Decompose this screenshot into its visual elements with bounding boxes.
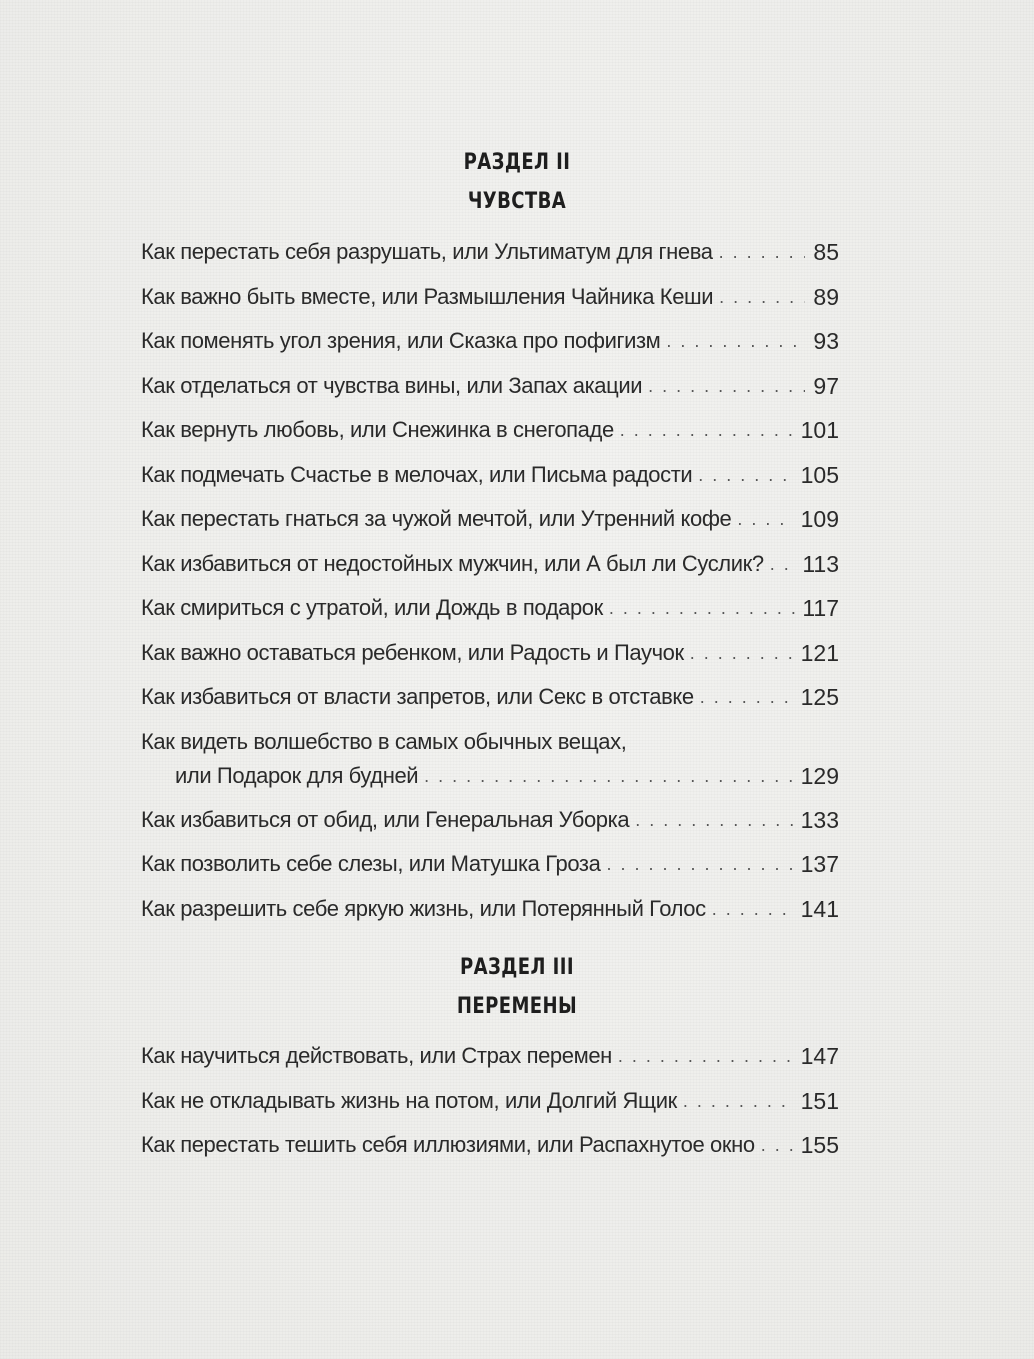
entry-page: 141 [800,895,839,922]
toc-entry[interactable] [141,798,839,843]
toc-entry[interactable] [141,364,839,409]
dot-leader [719,237,805,267]
dot-leader [609,593,796,623]
entry-page: 101 [800,417,839,444]
entry-page: 125 [800,684,839,711]
toc-entry[interactable] [141,1034,839,1079]
entry-page: 85 [813,239,839,266]
entry-title: Как смириться с утратой, или Дождь в подарок [141,595,603,621]
entry-title: Как не откладывать жизнь на потом, или Долгий Ящик [141,1087,677,1113]
dot-leader [700,682,795,712]
entry-page: 137 [800,851,839,878]
entry-title: Как избавиться от обид, или Генеральная Уборка [141,806,630,832]
entry-line2 [141,759,839,793]
entry-title: Как вернуть любовь, или Снежинка в снегопаде [141,417,614,443]
entry-page: 133 [800,806,839,833]
entry-page: 89 [813,283,839,310]
toc-entry[interactable] [141,887,839,932]
dot-leader [618,1041,795,1071]
dot-leader [712,894,795,924]
dot-leader [698,460,794,490]
dot-leader [683,1086,795,1116]
toc-entry[interactable] [141,631,839,676]
section-2-name: ЧУВСТВА [467,189,567,214]
entry-title: Как позволить себе слезы, или Матушка Гроза [141,851,601,877]
entry-page: 129 [800,762,839,789]
entry-page: 97 [813,372,839,399]
dot-leader [761,1130,795,1160]
dot-leader [648,371,805,401]
entry-page: 147 [800,1043,839,1070]
toc-entry[interactable] [141,453,839,498]
toc-entry[interactable] [141,542,839,587]
entry-page: 117 [802,595,839,622]
entry-title: Как научиться действовать, или Страх перемен [141,1043,612,1069]
entry-page: 109 [800,506,839,533]
dot-leader [666,326,805,356]
entry-page: 151 [800,1087,839,1114]
entry-page: 155 [800,1132,839,1159]
entry-page: 93 [813,328,839,355]
entry-title: Как избавиться от власти запретов, или Секс в отставке [141,684,694,710]
entry-title: Как отделаться от чувства вины, или Запах акации [141,372,643,398]
entry-title-line1: Как видеть волшебство в самых обычных вещах, [141,728,627,754]
entry-title: Как поменять угол зрения, или Сказка про пофигизм [141,328,661,354]
entry-title: Как перестать тешить себя иллюзиями, или Распахнутое окно [141,1132,755,1158]
toc-entry[interactable] [141,675,839,720]
section-3-label: РАЗДЕЛ III [460,955,574,980]
entry-title: Как важно быть вместе, или Размышления Чайника Кеши [141,283,714,309]
dot-leader [719,282,805,312]
toc-entry[interactable] [141,720,839,798]
toc-entry[interactable] [141,586,839,631]
toc-entry[interactable] [141,1079,839,1124]
dot-leader [690,638,795,668]
entry-title: Как перестать гнаться за чужой мечтой, или Утренний кофе [141,506,732,532]
entry-page: 105 [800,461,839,488]
section-2-label: РАЗДЕЛ II [463,150,571,175]
toc-entry[interactable] [141,275,839,320]
toc-entry[interactable] [141,1123,839,1168]
dot-leader [737,504,794,534]
toc-entry[interactable] [141,497,839,542]
section-3-name: ПЕРЕМЕНЫ [456,994,578,1019]
entry-title: Как избавиться от недостойных мужчин, или А был ли Суслик? [141,550,764,576]
dot-leader [770,549,797,579]
dot-leader [620,415,795,445]
entry-page: 121 [800,639,839,666]
toc-entry[interactable] [141,842,839,887]
dot-leader [635,805,794,835]
section-2-toc [141,230,839,931]
toc-entry[interactable] [141,319,839,364]
toc-entry[interactable] [141,408,839,453]
dot-leader [424,761,794,791]
dot-leader [606,849,794,879]
entry-title: Как перестать себя разрушать, или Ультиматум для гнева [141,239,713,265]
entry-title: Как разрешить себе яркую жизнь, или Потерянный Голос [141,895,706,921]
toc-entry[interactable] [141,230,839,275]
section-3-toc [141,1034,839,1168]
entry-title: Как подмечать Счастье в мелочах, или Письма радости [141,461,693,487]
entry-title: Как важно оставаться ребенком, или Радость и Паучок [141,639,684,665]
entry-title: или Подарок для будней [175,762,419,788]
entry-page: 113 [802,550,839,577]
